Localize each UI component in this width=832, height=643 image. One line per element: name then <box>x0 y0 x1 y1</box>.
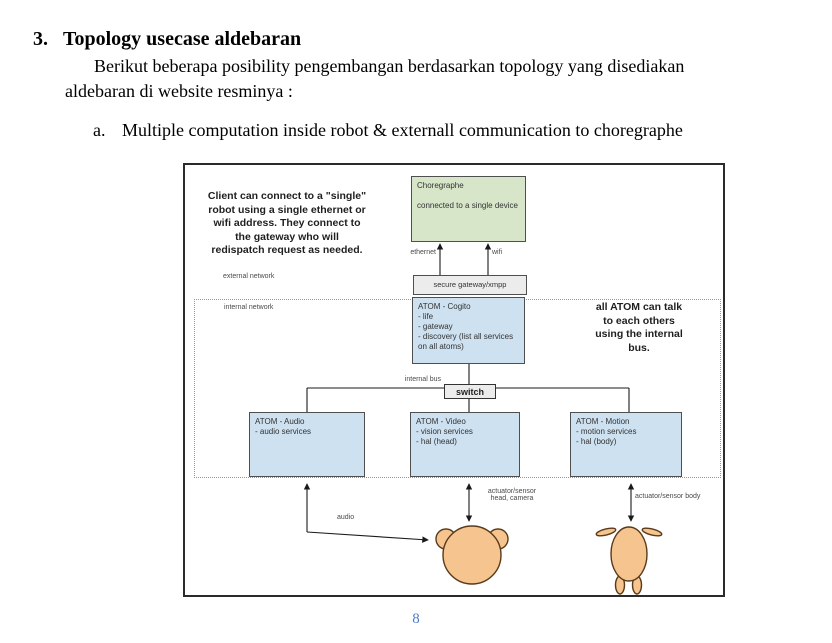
client-note-line: wifi address. They connect to <box>213 217 361 229</box>
list-item-a <box>93 120 683 141</box>
atom-note-line: using the internal <box>595 328 683 340</box>
audio-label: audio <box>337 514 355 521</box>
actuator-head-line: actuator/sensor <box>487 488 537 495</box>
atom-audio-line: - audio services <box>255 427 312 436</box>
internal-bus-label: internal bus <box>404 376 441 383</box>
client-note-line: the gateway who will <box>235 230 339 243</box>
heading-text: Topology usecase aldebaran <box>63 28 302 50</box>
topology-diagram <box>183 163 725 597</box>
atom-video-box <box>410 412 520 477</box>
robot-head-circle <box>443 526 501 584</box>
client-note <box>205 190 369 258</box>
page-number: 8 <box>412 611 420 627</box>
document-heading <box>33 28 301 51</box>
paragraph-line-2: aldebaran di website resminya : <box>65 81 293 101</box>
gateway-label: secure gateway/xmpp <box>433 280 507 289</box>
atom-note-line: bus. <box>628 341 650 354</box>
atom-motion-line: - hal (body) <box>576 437 617 446</box>
external-network-label: external network <box>223 273 275 280</box>
choregraphe-box <box>411 176 526 242</box>
client-note-line: robot using a single ethernet or <box>208 203 366 216</box>
gateway-box <box>413 275 527 295</box>
list-marker: a. <box>93 120 106 140</box>
actuator-head-line: head, camera <box>490 495 534 502</box>
cogito-line: - life <box>418 312 434 321</box>
choregraphe-title: Choregraphe <box>417 181 464 190</box>
actuator-body-label: actuator/sensor body <box>635 493 701 500</box>
cogito-box <box>412 297 525 364</box>
internal-network-label: internal network <box>224 304 274 311</box>
atom-video-line: - vision services <box>416 427 473 436</box>
atom-motion-title: ATOM - Motion <box>576 417 630 426</box>
audio-diagonal-arrow <box>307 532 428 540</box>
robot-head <box>436 526 508 584</box>
wifi-label: wifi <box>492 249 503 256</box>
atom-note-line: to each others <box>603 314 675 327</box>
client-note-line: Client can connect to a "single" <box>207 190 367 202</box>
atom-note <box>583 301 695 355</box>
robot-body <box>596 527 663 594</box>
switch-label: switch <box>455 386 484 397</box>
atom-audio-title: ATOM - Audio <box>255 417 305 426</box>
cogito-title: ATOM - Cogito <box>418 302 471 311</box>
robot-arm-left <box>596 527 617 538</box>
atom-audio-box <box>249 412 365 477</box>
cogito-line: - gateway <box>418 322 453 331</box>
list-item-text: Multiple computation inside robot & externall communication to choregraphe <box>122 120 683 140</box>
atom-note-line: all ATOM can talk <box>595 301 683 313</box>
atom-video-title: ATOM - Video <box>416 417 466 426</box>
robot-arm-right <box>642 527 663 538</box>
cogito-line: - discovery (list all services on all atoms) <box>418 332 514 351</box>
actuator-head-label <box>479 488 545 502</box>
switch-box <box>444 384 496 399</box>
ethernet-label: ethernet <box>410 249 436 256</box>
robot-body-oval <box>611 527 647 581</box>
atom-motion-box <box>570 412 682 477</box>
atom-video-line: - hal (head) <box>416 437 457 446</box>
atom-motion-line: - motion services <box>576 427 637 436</box>
paragraph-line-1: Berikut beberapa posibility pengembangan berdasarkan topology yang disediakan <box>94 56 685 76</box>
choregraphe-body: connected to a single device <box>417 201 518 210</box>
client-note-line: redispatch request as needed. <box>211 244 363 256</box>
heading-number: 3. <box>33 28 48 50</box>
